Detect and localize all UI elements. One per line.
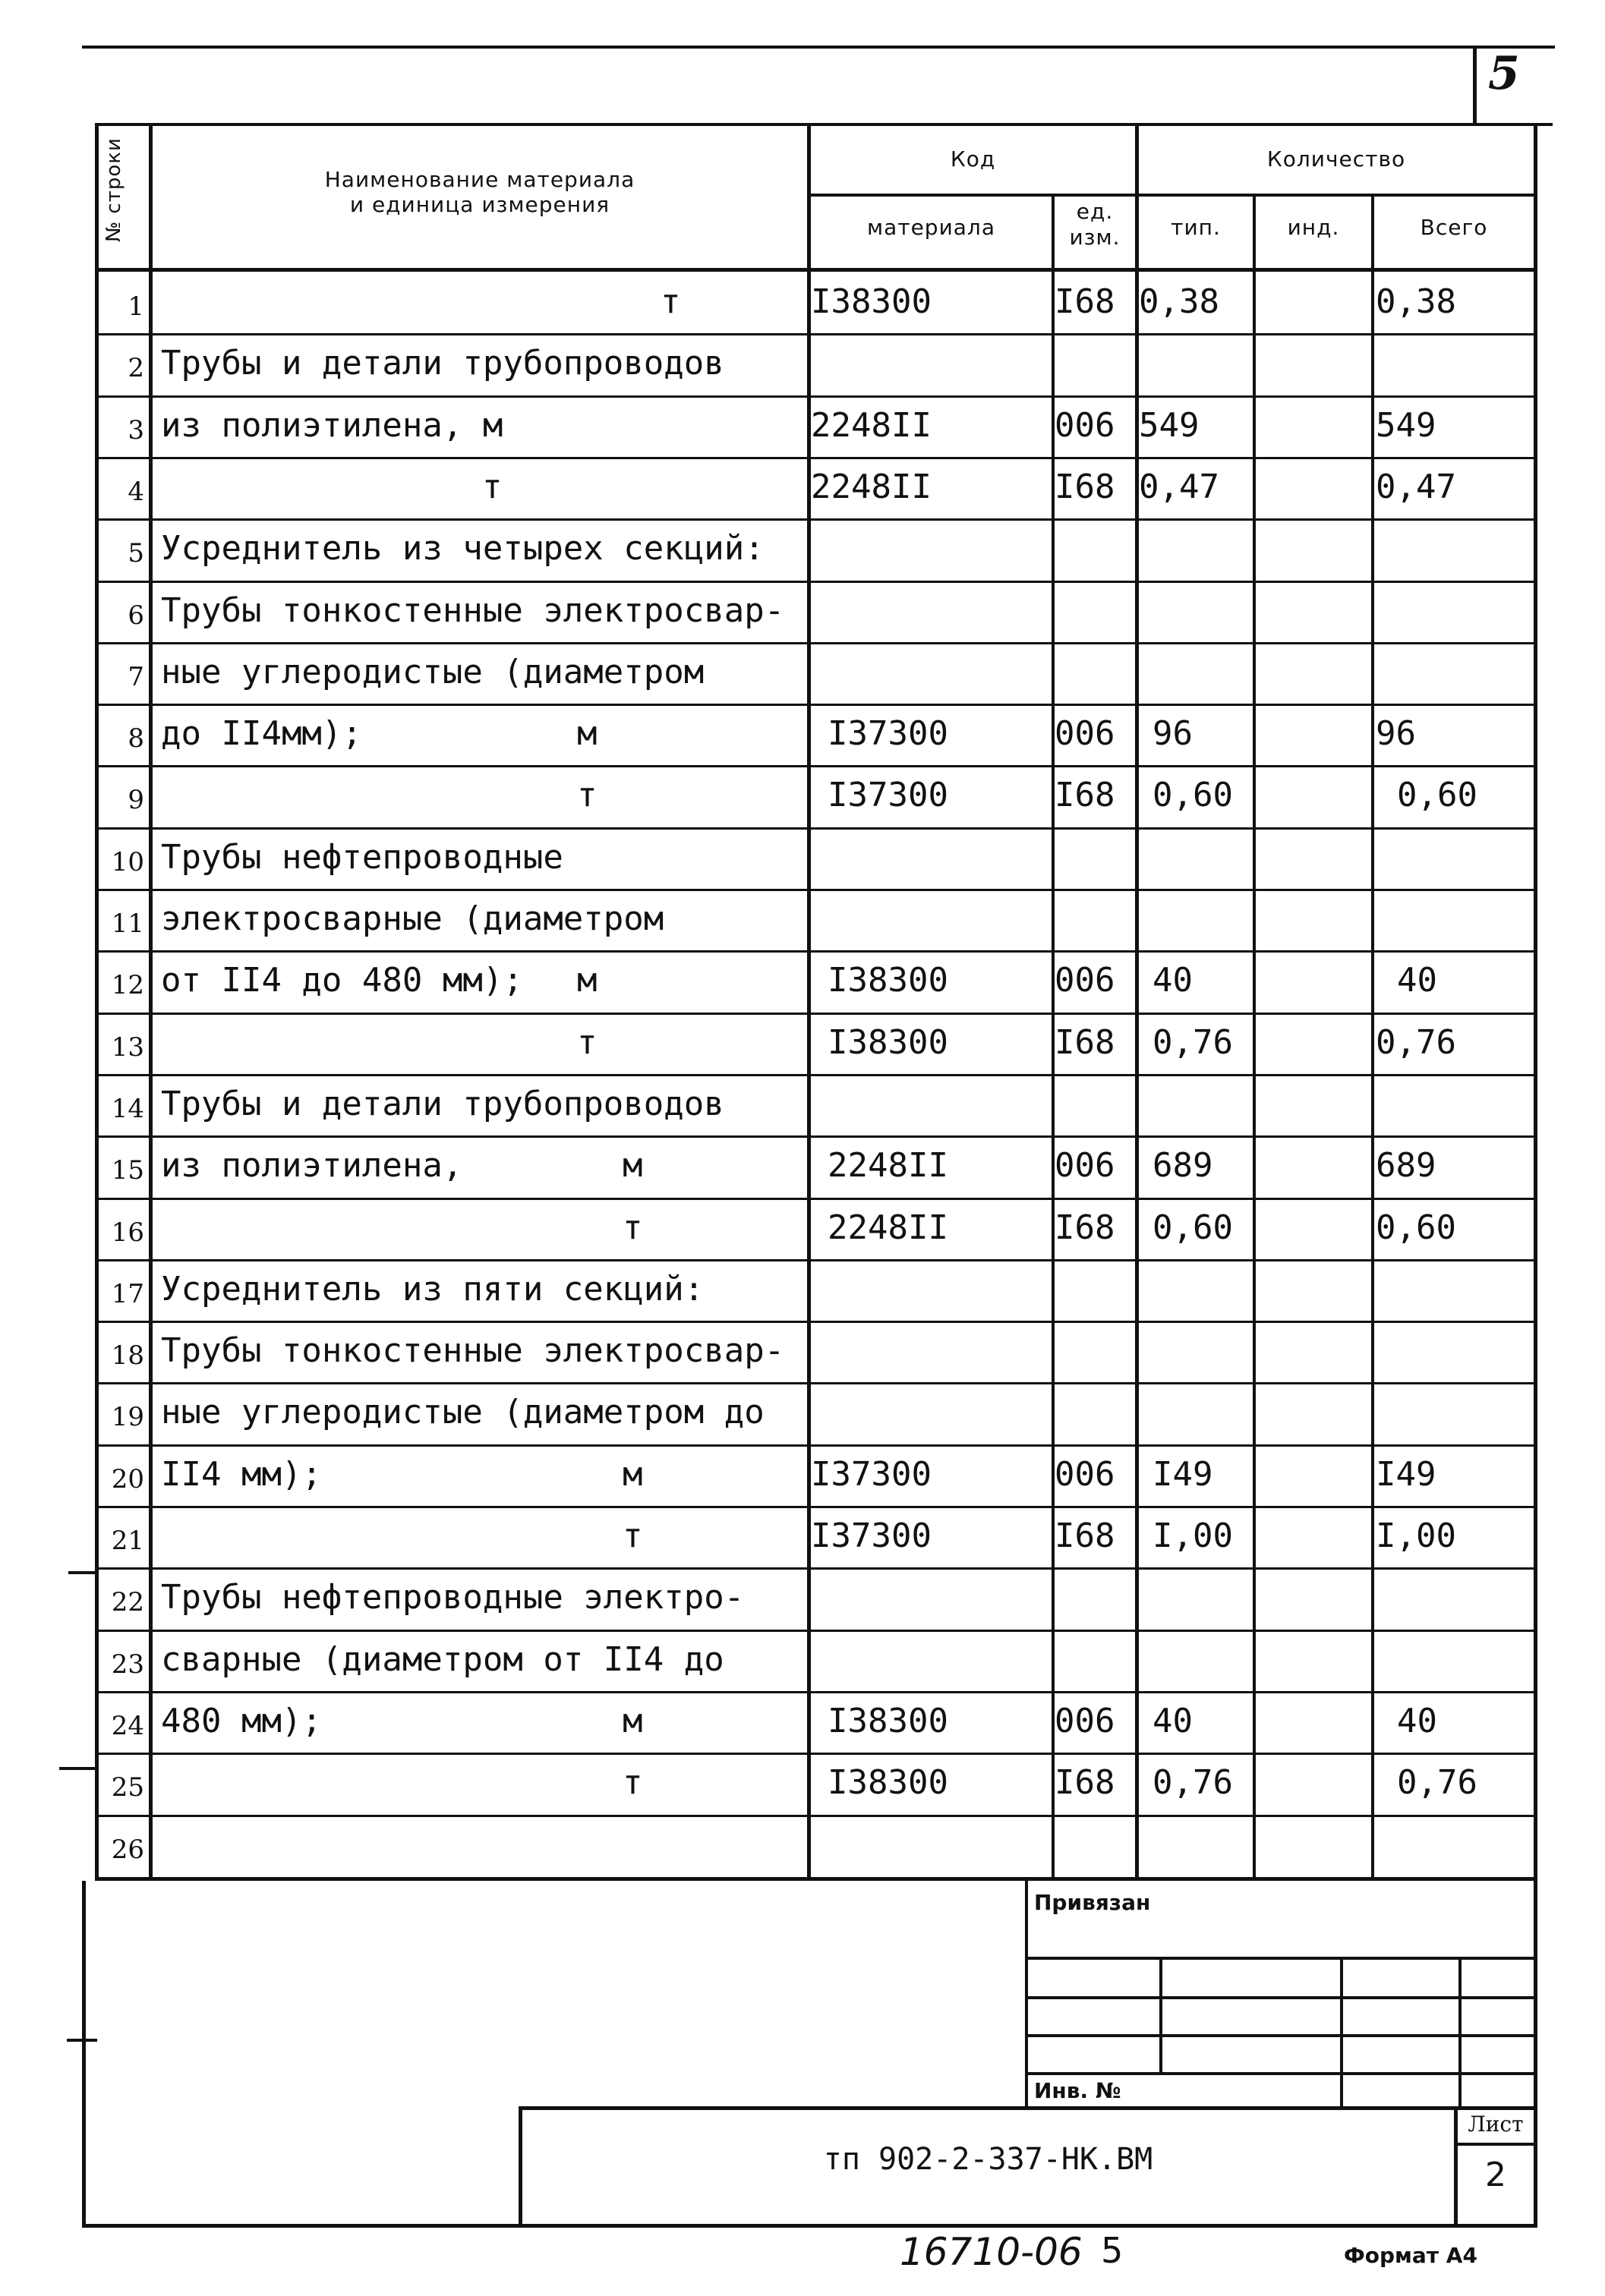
row-number: 21 (111, 1526, 144, 1556)
material-code: I38300 (811, 282, 932, 321)
qty-typ: 0,38 (1139, 282, 1219, 321)
material-code: 2248II (811, 468, 932, 506)
row-rule (95, 581, 1537, 583)
row-rule (95, 1321, 1537, 1323)
row-number: 20 (111, 1464, 144, 1494)
qty-typ: 96 (1153, 714, 1193, 753)
row-number: 24 (111, 1711, 144, 1741)
row-number: 9 (128, 785, 144, 815)
row-rule (95, 889, 1537, 891)
margin-mark-1 (68, 1571, 99, 1574)
row-rule (95, 395, 1537, 398)
row-number: 14 (111, 1094, 144, 1124)
table-right-border (1534, 123, 1537, 1880)
material-name: Усреднитель из пяти секций: (161, 1270, 705, 1309)
material-name: Трубы тонкостенные электросвар- (161, 591, 785, 630)
row-rule (95, 1691, 1537, 1693)
table-bottom-border (95, 1877, 1537, 1881)
header-quantity: Количество (1266, 146, 1406, 172)
row-number: 13 (111, 1032, 144, 1063)
row-number: 7 (128, 662, 144, 692)
row-number: 8 (128, 723, 144, 754)
row-number: 10 (111, 847, 144, 877)
unit-code: I68 (1055, 468, 1115, 506)
material-code: 2248II (828, 1208, 948, 1247)
stamp-rule-2 (1025, 1996, 1534, 1999)
material-name: II4 мм); (161, 1455, 322, 1494)
unit-label: т (577, 776, 598, 814)
material-name: ные углеродистые (диаметром до (161, 1393, 765, 1431)
header-qty-ind: инд. (1287, 215, 1340, 240)
unit-code: 006 (1055, 1146, 1115, 1185)
col-line-name (149, 123, 153, 1880)
tied-label: Привязан (1034, 1890, 1151, 1915)
col-line-ind (1253, 194, 1256, 1880)
stamp-rule-4 (1025, 2072, 1534, 2075)
row-number: 23 (111, 1649, 144, 1680)
row-number: 2 (128, 353, 144, 383)
unit-code: 006 (1055, 961, 1115, 1000)
material-name: Трубы и детали трубопроводов (161, 1085, 724, 1123)
material-code: 2248II (811, 406, 932, 445)
qty-typ: 40 (1153, 1702, 1193, 1740)
header-bottom-rule (95, 268, 1537, 272)
stamp-rule-3 (1025, 2034, 1534, 2037)
row-number: 16 (111, 1217, 144, 1248)
header-qty-total: Всего (1420, 215, 1488, 240)
unit-code: 006 (1055, 406, 1115, 445)
unit-label: м (623, 1702, 643, 1740)
row-rule (95, 1382, 1537, 1384)
qty-total: 549 (1376, 406, 1436, 445)
row-number: 6 (128, 600, 144, 631)
material-code: I38300 (828, 1702, 948, 1740)
unit-label: т (482, 468, 503, 506)
row-rule (95, 765, 1537, 767)
row-rule (95, 1259, 1537, 1261)
material-name: от II4 до 480 мм); (161, 961, 523, 1000)
row-rule (95, 1815, 1537, 1817)
material-name: 480 мм); (161, 1702, 322, 1740)
unit-label: т (623, 1516, 643, 1555)
unit-code: 006 (1055, 1455, 1115, 1494)
row-rule (95, 518, 1537, 521)
unit-label: м (577, 961, 598, 1000)
material-code: I38300 (828, 1023, 948, 1062)
material-name: ные углеродистые (диаметром (161, 653, 705, 691)
row-number: 18 (111, 1340, 144, 1371)
row-number: 15 (111, 1155, 144, 1186)
unit-code: I68 (1055, 282, 1115, 321)
row-number: 5 (128, 538, 144, 568)
qty-typ: 0,47 (1139, 468, 1219, 506)
row-rule (95, 1135, 1537, 1138)
header-qty-typ: тип. (1171, 215, 1221, 240)
qty-typ: 0,60 (1153, 776, 1233, 814)
material-name: Усреднитель из четырех секций: (161, 529, 765, 568)
row-rule (95, 704, 1537, 706)
row-number: 17 (111, 1279, 144, 1309)
col-line-typ (1135, 123, 1139, 1880)
material-code: I37300 (811, 1455, 932, 1494)
row-rule (95, 1013, 1537, 1015)
stamp-bottom-rule (82, 2224, 1537, 2228)
material-code: 2248II (828, 1146, 948, 1185)
qty-total: 0,76 (1376, 1023, 1456, 1062)
qty-typ: 689 (1153, 1146, 1213, 1185)
archive-number: 16710-06 (900, 2230, 1083, 2274)
material-name: до II4мм); (161, 714, 362, 753)
margin-mark-2 (59, 1767, 99, 1770)
sheet-corner-number: 5 (1488, 47, 1520, 100)
document-code: тп 902-2-337-НК.ВМ (823, 2142, 1153, 2177)
qty-typ: I49 (1153, 1455, 1213, 1494)
qty-total: 689 (1376, 1146, 1436, 1185)
row-number: 4 (128, 477, 144, 507)
unit-code: I68 (1055, 1516, 1115, 1555)
row-rule (95, 1444, 1537, 1447)
header-material-name: Наименование материала и единица измерения (324, 167, 635, 217)
sheet-number: 2 (1485, 2156, 1506, 2194)
stamp-rule-1 (1025, 1957, 1534, 1960)
qty-typ: I,00 (1153, 1516, 1233, 1555)
unit-label: т (661, 282, 681, 321)
header-code-unit: ед. изм. (1069, 199, 1121, 250)
material-name: Трубы тонкостенные электросвар- (161, 1331, 785, 1370)
unit-code: 006 (1055, 714, 1115, 753)
material-name: Трубы нефтепроводные электро- (161, 1578, 745, 1617)
top-rule (82, 46, 1555, 49)
unit-code: 006 (1055, 1702, 1115, 1740)
stamp-col-1 (1159, 1957, 1162, 2074)
inventory-number-label: Инв. № (1034, 2078, 1121, 2103)
material-name: Трубы и детали трубопроводов (161, 344, 724, 383)
material-name: из полиэтилена, м (161, 406, 503, 445)
unit-label: т (623, 1208, 643, 1247)
row-rule (95, 1506, 1537, 1508)
margin-mark-3 (67, 2039, 97, 2042)
header-sub-rule (807, 194, 1537, 197)
row-number: 22 (111, 1587, 144, 1617)
row-rule (95, 1567, 1537, 1570)
material-name: сварные (диаметром от II4 до (161, 1640, 724, 1679)
row-number: 12 (111, 970, 144, 1000)
row-rule (95, 1753, 1537, 1755)
qty-typ: 549 (1139, 406, 1200, 445)
qty-total: 0,60 (1397, 776, 1477, 814)
stamp-col-2 (1340, 1957, 1343, 2109)
stamp-right-border (1534, 1881, 1537, 2226)
row-rule (95, 1198, 1537, 1200)
col-line-total (1371, 194, 1374, 1880)
unit-code: I68 (1055, 776, 1115, 814)
material-code: I38300 (828, 961, 948, 1000)
archive-page: 5 (1101, 2230, 1124, 2271)
qty-typ: 0,60 (1153, 1208, 1233, 1247)
material-code: I38300 (828, 1763, 948, 1802)
row-rule (95, 950, 1537, 953)
corner-box-left-border (1473, 46, 1477, 123)
qty-total: I49 (1376, 1455, 1436, 1494)
row-rule (95, 827, 1537, 830)
material-code: I37300 (811, 1516, 932, 1555)
qty-total: 40 (1397, 961, 1437, 1000)
paper-format: Формат А4 (1344, 2243, 1477, 2268)
header-code: Код (950, 146, 996, 172)
qty-total: 0,76 (1397, 1763, 1477, 1802)
header-code-material: материала (866, 215, 995, 240)
row-number: 25 (111, 1772, 144, 1803)
unit-code: I68 (1055, 1023, 1115, 1062)
row-rule (95, 1074, 1537, 1076)
qty-typ: 40 (1153, 961, 1193, 1000)
qty-total: 0,38 (1376, 282, 1456, 321)
stamp-left-ext (82, 1881, 86, 2226)
row-number: 26 (111, 1835, 144, 1865)
table-top-border (95, 123, 1553, 126)
unit-label: т (577, 1023, 598, 1062)
unit-label: м (623, 1146, 643, 1185)
qty-typ: 0,76 (1153, 1023, 1233, 1062)
material-name: Трубы нефтепроводные (161, 838, 563, 877)
header-row-number: № строки (102, 137, 125, 242)
row-rule (95, 333, 1537, 335)
row-number: 11 (111, 909, 144, 939)
row-number: 3 (128, 415, 144, 446)
material-name: из полиэтилена, (161, 1146, 463, 1185)
col-line-code (807, 123, 811, 1880)
unit-label: м (577, 714, 598, 753)
stamp-col-3 (1458, 1957, 1462, 2109)
qty-typ: 0,76 (1153, 1763, 1233, 1802)
row-rule (95, 642, 1537, 644)
row-number: 19 (111, 1402, 144, 1432)
unit-label: м (623, 1455, 643, 1494)
qty-total: 0,60 (1376, 1208, 1456, 1247)
unit-label: т (623, 1763, 643, 1802)
material-code: I37300 (828, 714, 948, 753)
row-rule (95, 1630, 1537, 1632)
row-number: 1 (128, 291, 144, 322)
row-rule (95, 457, 1537, 459)
unit-code: I68 (1055, 1208, 1115, 1247)
unit-code: I68 (1055, 1763, 1115, 1802)
qty-total: 96 (1376, 714, 1416, 753)
qty-total: 40 (1397, 1702, 1437, 1740)
material-code: I37300 (828, 776, 948, 814)
qty-total: 0,47 (1376, 468, 1456, 506)
material-name: электросварные (диаметром (161, 899, 664, 938)
stamp-sheet-rule (1454, 2143, 1537, 2146)
sheet-label: Лист (1468, 2112, 1524, 2137)
qty-total: I,00 (1376, 1516, 1456, 1555)
stamp-main-top (519, 2106, 1537, 2110)
